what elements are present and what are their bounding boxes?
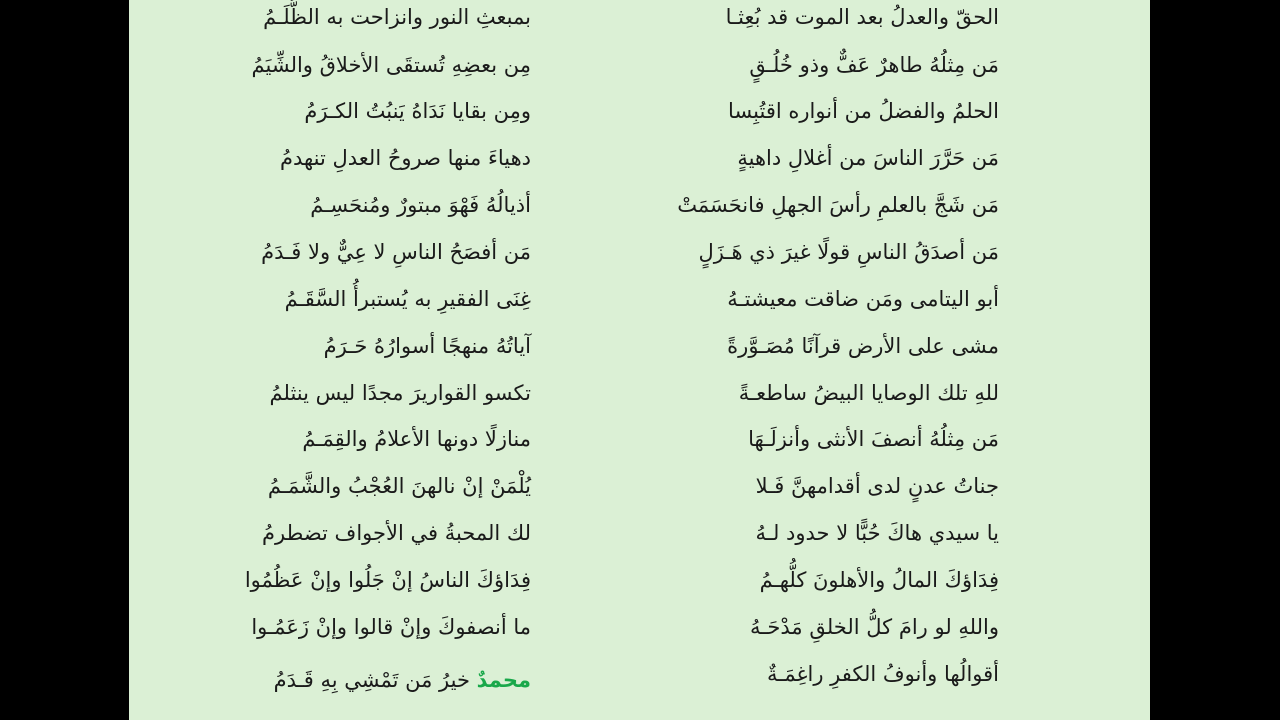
verse-line: مَن مِثلُهُ أنصفَ الأنثى وأنزلَـهَا [748,427,999,451]
verse-line: ومِن بقايا نَدَاهُ يَنبُتُ الكـرَمُ [304,99,531,123]
verse-line: الحقّ والعدلُ بعد الموت قد بُعِثـا [725,5,999,29]
verse-line-last [274,660,531,700]
verse-line: بمبعثِ النور وانزاحت به الظُّلَـمُ [263,5,531,29]
verse-line: مشى على الأرض قرآنًا مُصَـوَّرةً [727,334,999,358]
verse-line: فِدَاؤكَ المالُ والأهلونَ كلُّهـمُ [759,568,999,592]
verse-line: آياتُهُ منهجًا أسوارُهُ حَـرَمُ [323,334,531,358]
verse-line: تكسو القواريرَ مجدًا ليس ينثلمُ [269,381,531,405]
verse-line: الحلمُ والفضلُ من أنواره اقتُبِسا [728,99,999,123]
verse-line: غِنَى الفقيرِ به يُستبرأُ السَّقَـمُ [284,287,531,311]
verse-line: أبو اليتامى ومَن ضاقت معيشتـهُ [727,287,999,311]
verse-line: جناتُ عدنٍ لدى أقدامهنَّ فَـلا [755,474,999,498]
verse-line: دهياءَ منها صروحُ العدلِ تنهدمُ [279,146,531,170]
verse-line: يا سيدي هاكَ حُبًّا لا حدود لـهُ [755,521,999,545]
verse-line: للهِ تلك الوصايا البيضُ ساطعـةً [738,381,999,405]
verse-line: مَن أفصَحُ الناسِ لا عِيٌّ ولا فَـدَمُ [261,240,531,264]
verse-line: مَن أصدَقُ الناسِ قولًا غيرَ ذي هَـزَلٍ [698,240,999,264]
verse-line: واللهِ لو رامَ كلُّ الخلقِ مَدْحَـهُ [749,615,999,639]
verse-line-last-text: خيرُ مَن تَمْشِي بِهِ قَـدَمُ [273,668,470,692]
verse-line: مَن مِثلُهُ طاهرٌ عَفٌّ وذو خُلُـقٍ [749,53,999,77]
verse-line: لك المحبةُ في الأجواف تضطرمُ [262,521,531,545]
verse-line: أقوالُها وأنوفُ الكفرِ راغِمَـةٌ [766,662,999,686]
verse-line: مَن شَجَّ بالعلمِ رأسَ الجهلِ فانحَسَمَتْ [677,193,999,217]
verse-line: أذيالُهُ فَهْوَ مبتورٌ ومُنحَسِـمُ [310,193,531,217]
prophet-name: محمدٌ [476,668,531,692]
poem-page [129,0,1150,720]
verse-line: يُلْمَنْ إنْ نالهنَ العُجْبُ والشَّمَـمُ [267,474,531,498]
verse-line: منازلًا دونها الأعلامُ والقِمَـمُ [302,427,531,451]
verse-line: ما أنصفوكَ وإنْ قالوا وإنْ زَعَمُـوا [251,615,531,639]
verse-line: مَن حَرَّرَ الناسَ من أغلالِ داهيةٍ [737,146,999,170]
verse-line: مِن بعضِهِ تُستقَى الأخلاقُ والشِّيَمُ [251,53,531,77]
verse-line: فِدَاؤكَ الناسُ إنْ جَلُوا وإنْ عَظُمُوا [244,568,531,592]
